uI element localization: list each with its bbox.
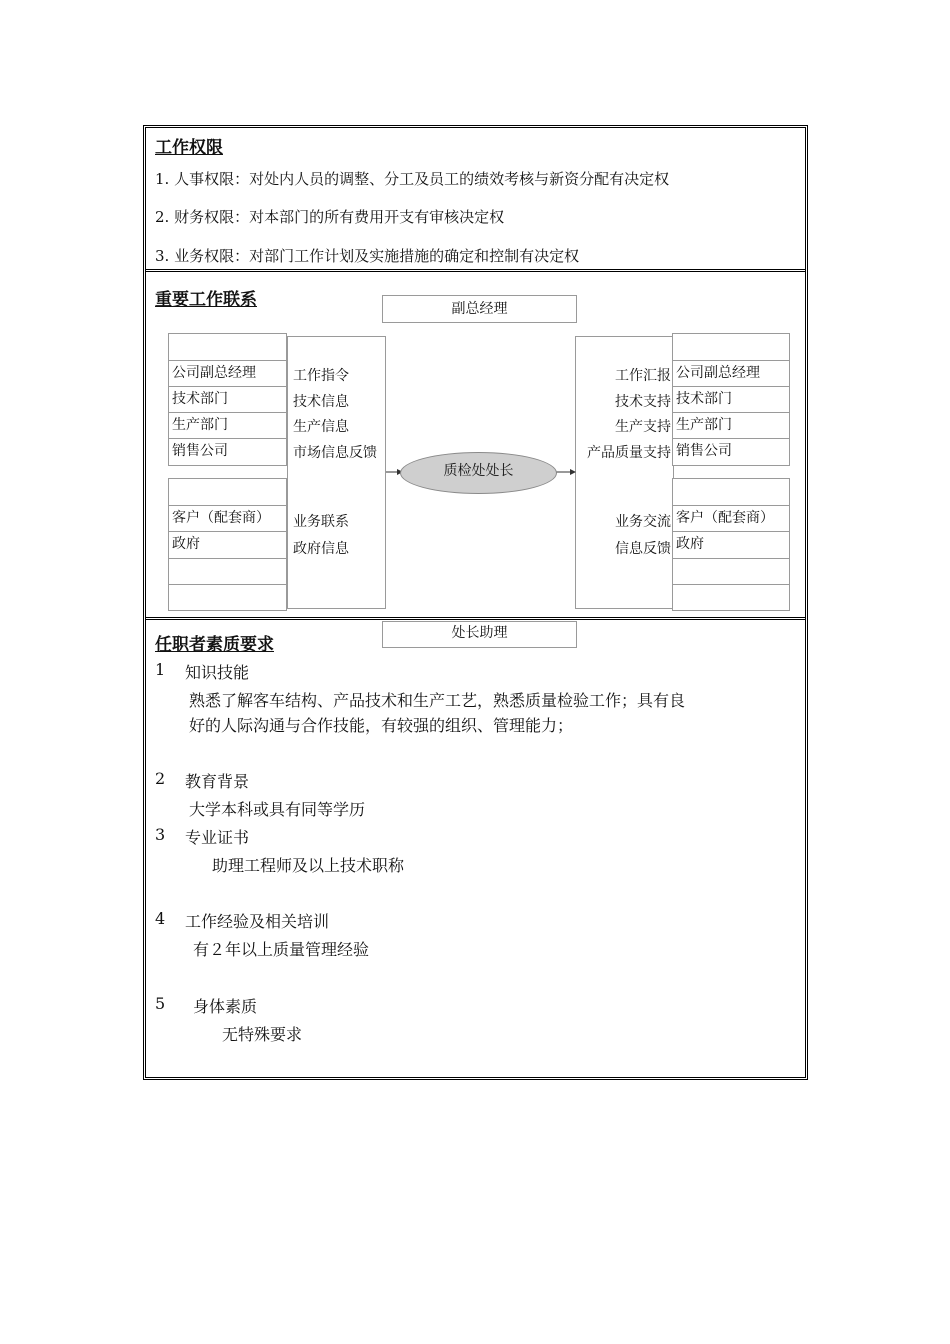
left-internal-item: 销售公司 — [168, 438, 287, 466]
top-box: 副总经理 — [382, 295, 577, 323]
list-cell-empty — [168, 558, 287, 585]
authority-item: 1. 人事权限：对处内人员的调整、分工及员工的绩效考核与新资分配有决定权 — [155, 170, 670, 188]
qual-heading: 专业证书 — [185, 828, 250, 847]
center-label: 质检处处长 — [443, 463, 514, 479]
qual-number: 2 — [155, 769, 166, 788]
left-flow-label: 政府信息 — [293, 541, 349, 557]
list-cell-empty — [168, 333, 287, 361]
right-flow-label: 业务交流 — [615, 514, 671, 530]
arrow-head-icon — [570, 469, 576, 475]
list-cell-empty — [672, 478, 790, 506]
qual-heading: 知识技能 — [185, 663, 250, 682]
list-cell-empty — [672, 333, 790, 361]
qual-number: 1 — [155, 660, 166, 679]
qual-number: 3 — [155, 825, 166, 844]
right-flow-label: 技术支持 — [615, 394, 671, 410]
authority-item: 3. 业务权限：对部门工作计划及实施措施的确定和控制有决定权 — [155, 247, 580, 265]
qual-number: 5 — [155, 994, 166, 1013]
left-external-item: 客户（配套商） — [168, 505, 287, 532]
right-flow-label: 工作汇报 — [615, 368, 671, 384]
list-cell-empty — [168, 478, 287, 506]
right-internal-item: 生产部门 — [672, 412, 790, 439]
bottom-box: 处长助理 — [382, 621, 577, 648]
authority-title: 工作权限 — [155, 138, 223, 158]
right-internal-item: 销售公司 — [672, 438, 790, 466]
left-internal-item: 技术部门 — [168, 386, 287, 413]
right-external-item: 客户（配套商） — [672, 505, 790, 532]
left-flow-label: 工作指令 — [293, 368, 349, 384]
qual-heading: 身体素质 — [193, 997, 258, 1016]
section-divider — [145, 269, 805, 272]
list-cell-empty — [168, 584, 287, 611]
right-flow-label: 产品质量支持 — [587, 445, 671, 461]
qualifications-title: 任职者素质要求 — [155, 635, 274, 655]
right-external-item: 政府 — [672, 531, 790, 559]
authority-item: 2. 财务权限：对本部门的所有费用开支有审核决定权 — [155, 208, 505, 226]
qual-line: 无特殊要求 — [222, 1025, 303, 1044]
left-flow-label: 市场信息反馈 — [293, 445, 377, 461]
left-flow-label: 生产信息 — [293, 419, 349, 435]
list-cell-empty — [672, 584, 790, 611]
left-internal-item: 生产部门 — [168, 412, 287, 439]
relations-title: 重要工作联系 — [155, 290, 257, 310]
qual-line: 助理工程师及以上技术职称 — [212, 856, 405, 875]
qual-line: 有２年以上质量管理经验 — [193, 940, 370, 959]
right-flow-label: 信息反馈 — [615, 541, 671, 557]
right-internal-item: 技术部门 — [672, 386, 790, 413]
qual-heading: 工作经验及相关培训 — [185, 912, 330, 931]
left-flow-label: 技术信息 — [293, 394, 349, 410]
section-divider — [145, 617, 805, 620]
right-internal-item: 公司副总经理 — [672, 360, 790, 387]
right-flow-label: 生产支持 — [615, 419, 671, 435]
left-flow-label: 业务联系 — [293, 514, 349, 530]
qual-line: 好的人际沟通与合作技能，有较强的组织、管理能力； — [189, 716, 574, 735]
list-cell-empty — [672, 558, 790, 585]
qual-number: 4 — [155, 909, 166, 928]
left-internal-item: 公司副总经理 — [168, 360, 287, 387]
qual-line: 熟悉了解客车结构、产品技术和生产工艺，熟悉质量检验工作；具有良 — [189, 691, 686, 710]
qual-line: 大学本科或具有同等学历 — [189, 800, 366, 819]
left-external-item: 政府 — [168, 531, 287, 559]
qual-heading: 教育背景 — [185, 772, 250, 791]
